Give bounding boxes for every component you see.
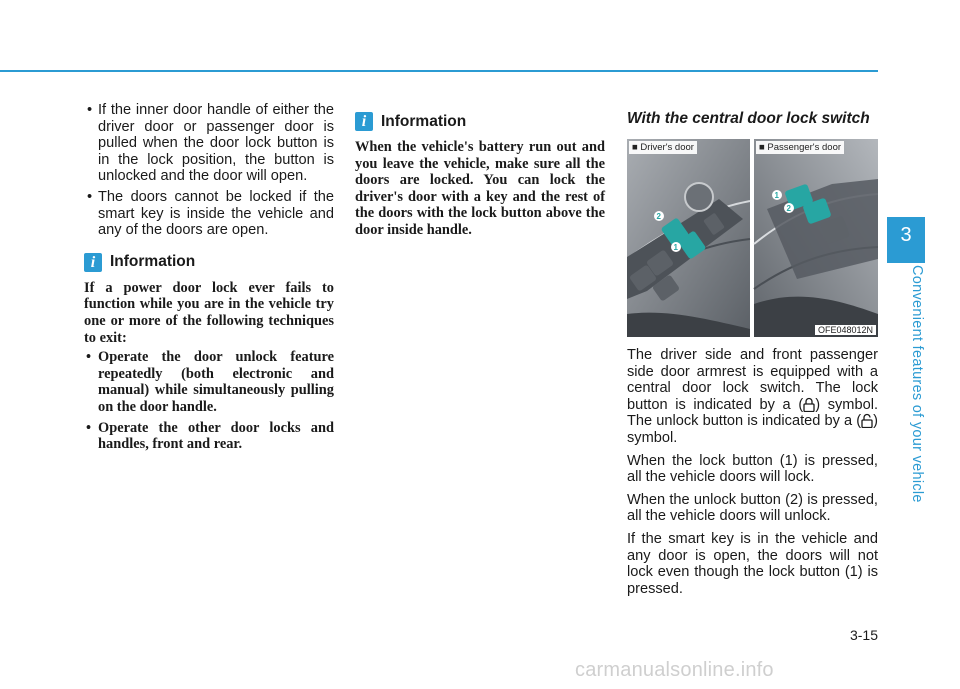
text-run: The driver side and front passenger side door armrest is equipped with a central door lock switch. The lock button is indicated by a ( [627,347,878,413]
chapter-label [907,265,927,503]
text-run: ) symbol. [627,413,878,446]
callout-2-right: 2 [786,204,791,213]
column-2 [355,112,605,239]
chapter-label-text: Convenient features of your vehicle [909,265,925,503]
info-icon: i [355,112,373,131]
paragraph [627,347,878,447]
info-bullet-list [84,349,334,453]
bullet-item: • The doors cannot be locked if the smart key is inside the vehicle and any of the doors are open. [84,189,334,239]
callout-2-left: 2 [656,212,661,221]
driver-door-caption: ■ Driver's door [629,141,697,154]
info-heading [84,253,334,272]
paragraph: When the unlock button (2) is pressed, all the vehicle doors will unlock. [627,491,878,525]
info-text: When the vehicle's battery run out and you leave the vehicle, make sure all the doors are locked. You can lock the driver's door with a key and the rest of the doors with the lock button above the door inside handle. [355,139,605,238]
info-bullet-item: • Operate the door unlock feature repeatedly (both electronic and manual) while simultaneously pulling on the door handle. [84,349,334,415]
callout-1-left: 1 [673,243,678,252]
header-rule [0,70,878,72]
figure-code: OFE048012N [815,325,876,335]
passenger-door-caption: ■ Passenger's door [756,141,844,154]
bullet-item: • If the inner door handle of either the driver door or passenger door is pulled when the door lock button is in the lock position, the button is unlocked and the door will open. [84,102,334,185]
page-number: 3-15 [849,627,878,643]
info-title: Information [381,112,467,130]
lock-icon [803,397,815,412]
info-heading [355,112,605,131]
column-1 [84,102,334,457]
paragraph: When the lock button (1) is pressed, all the vehicle doors will lock. [627,452,878,486]
callout-1-right: 1 [774,191,779,200]
info-icon: i [84,253,102,272]
watermark: carmanualsonline.info [575,659,774,681]
info-title: Information [110,253,196,271]
chapter-number: 3 [900,224,912,246]
bullet-list [84,102,334,239]
section-title: With the central door lock switch [627,110,870,127]
door-switch-figure [627,139,878,337]
unlock-icon [861,413,873,428]
info-text: If a power door lock ever fails to function while you are in the vehicle try one or more of the following techniques to exit: [84,279,334,346]
info-bullet-item: • Operate the other door locks and handles, front and rear. [84,420,334,453]
column-3 [627,110,878,597]
text-run: ) symbol. The unlock button is indicated by a ( [627,396,878,430]
door-switch-illustration [627,139,878,337]
paragraph: If the smart key is in the vehicle and any door is open, the doors will not lock even though the lock button (1) is pressed. [627,530,878,597]
